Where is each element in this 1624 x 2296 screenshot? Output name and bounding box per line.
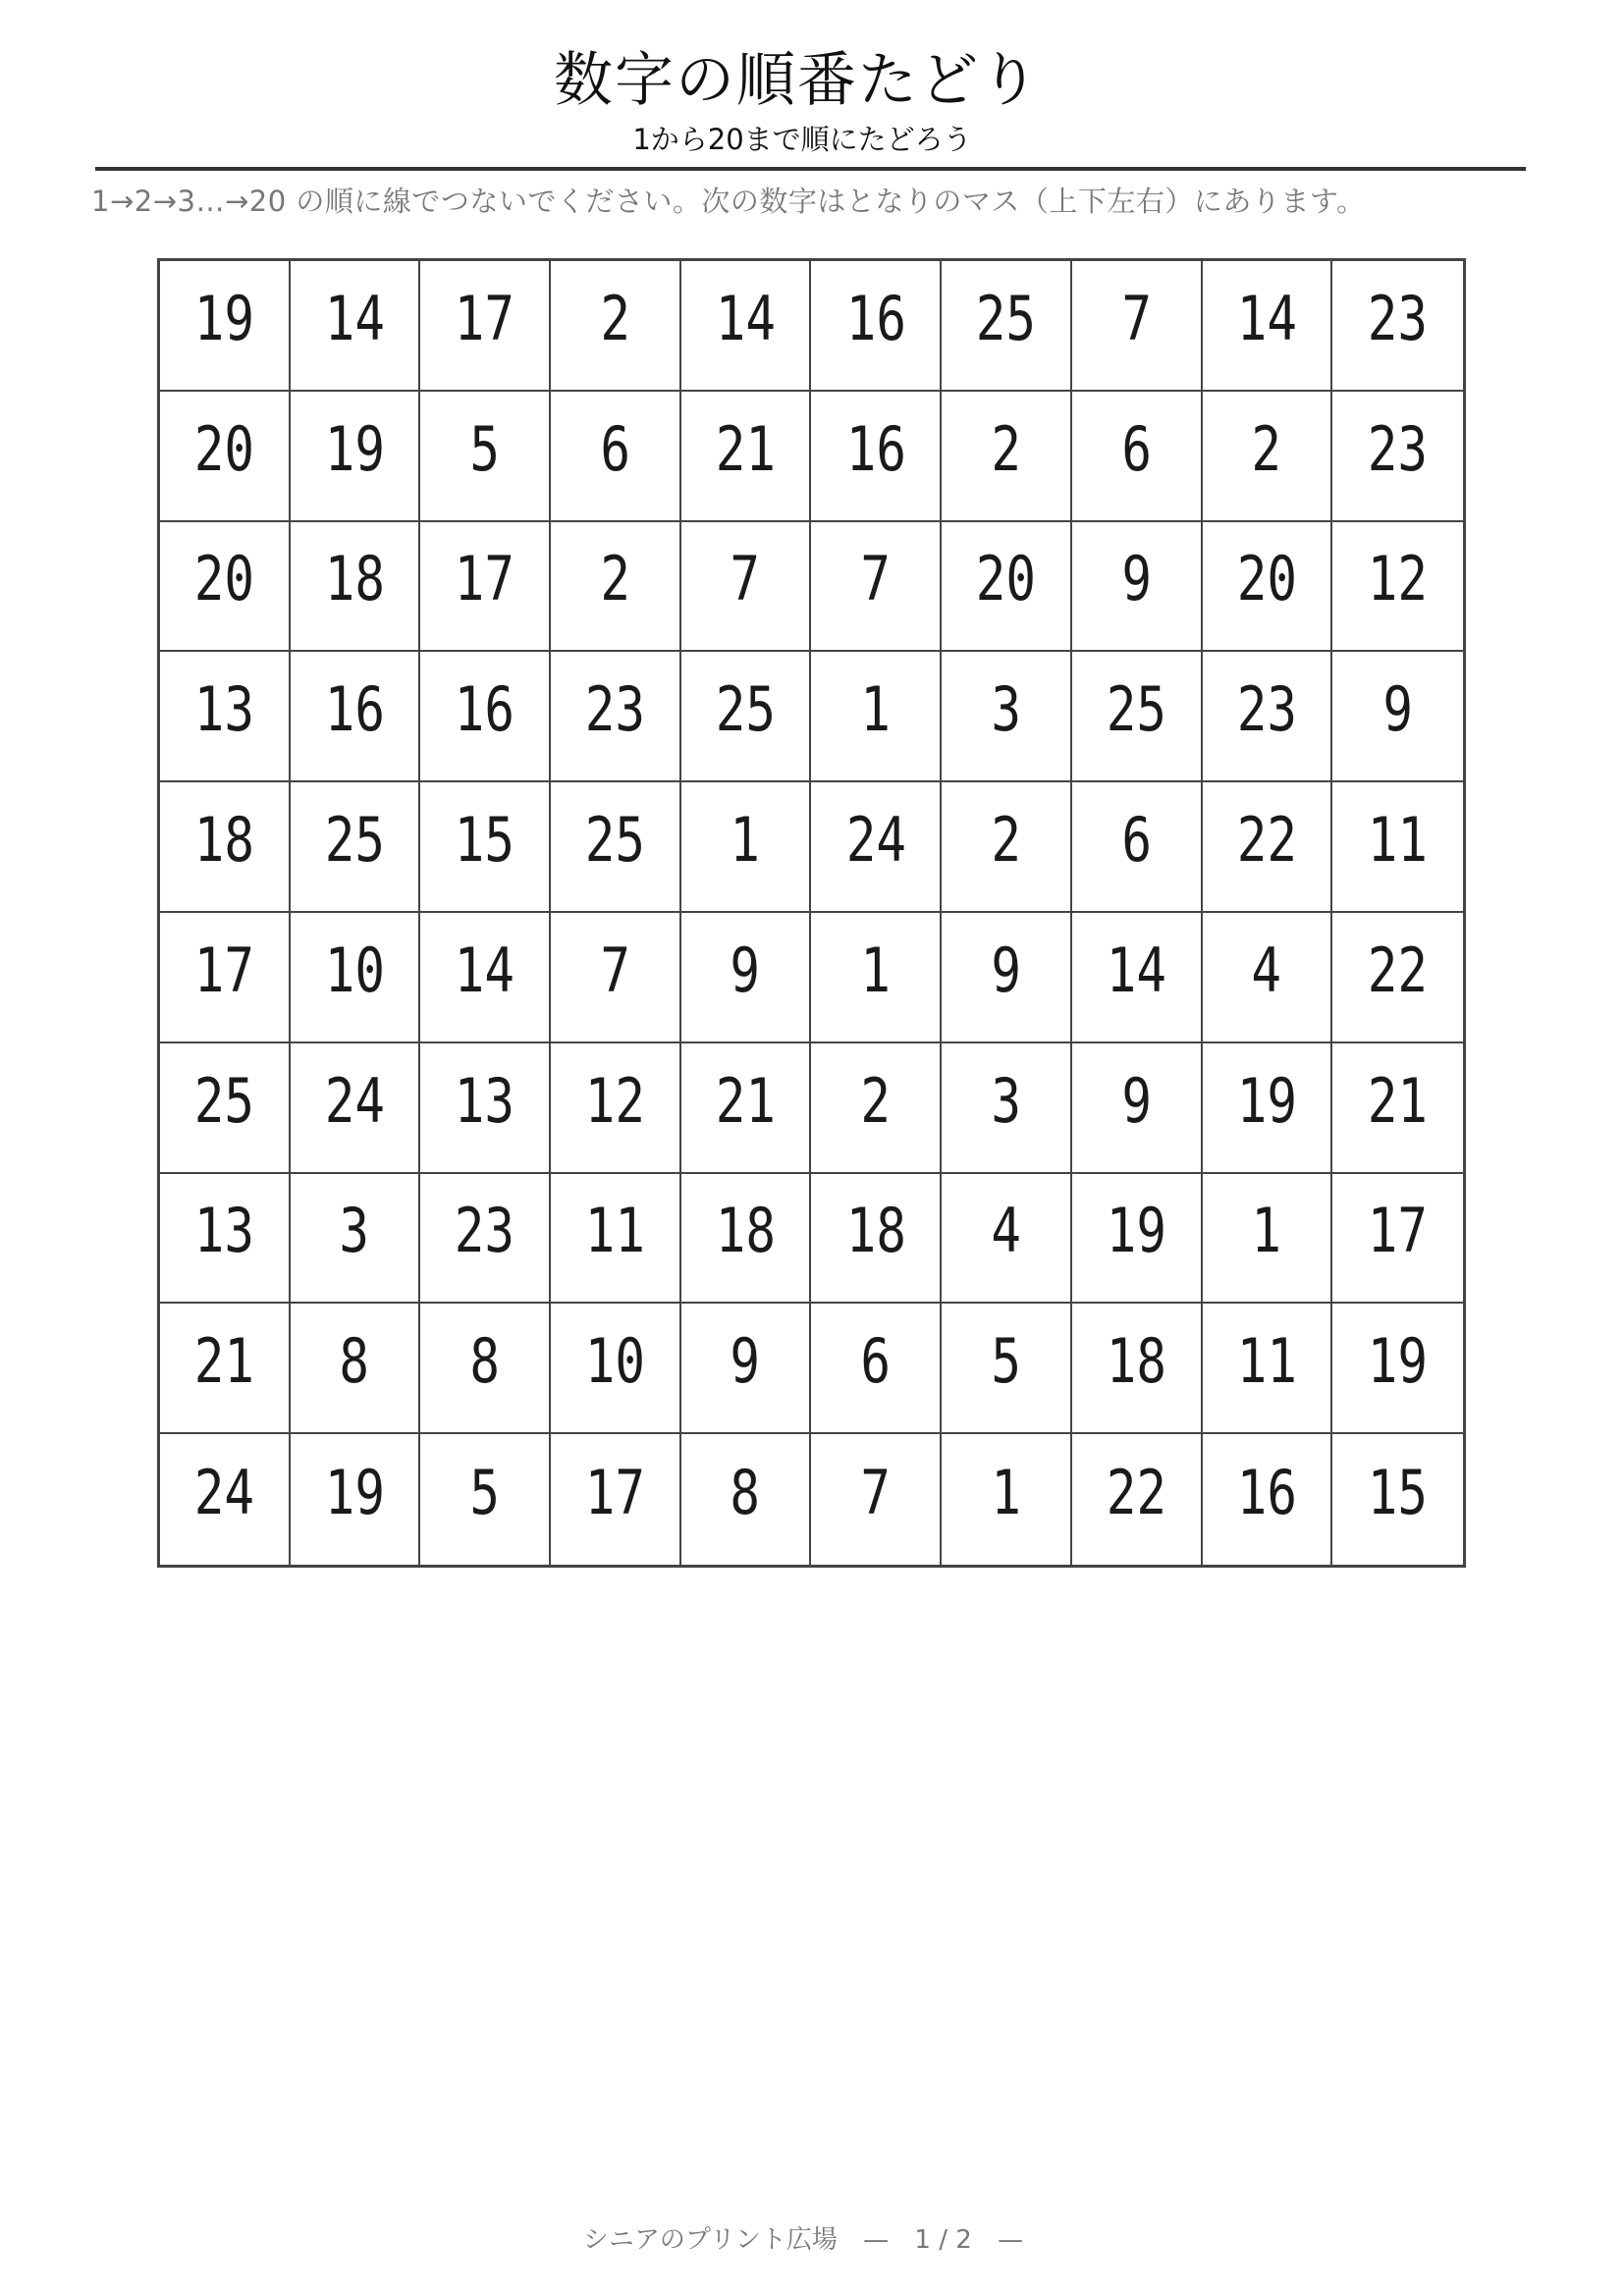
grid-cell[interactable] xyxy=(942,652,1072,782)
grid-cell[interactable] xyxy=(1072,1174,1203,1305)
grid-cell-number: 13 xyxy=(193,673,254,746)
grid-cell[interactable] xyxy=(1072,522,1203,653)
grid-cell-number: 18 xyxy=(845,1195,906,1267)
page-subtitle: 1から20まで順にたどろう xyxy=(632,123,972,156)
grid-cell-number: 12 xyxy=(1368,543,1429,615)
grid-cell-number: 25 xyxy=(715,673,776,746)
grid-cell[interactable] xyxy=(1332,522,1463,653)
grid-cell-number: 17 xyxy=(455,543,515,615)
grid-cell[interactable] xyxy=(811,782,942,913)
grid-cell[interactable] xyxy=(291,1434,421,1565)
grid-cell-number: 16 xyxy=(324,673,385,746)
grid-cell-number: 20 xyxy=(193,412,254,485)
grid-cell[interactable] xyxy=(1332,913,1463,1043)
grid-cell-number: 5 xyxy=(991,1325,1021,1398)
grid-cell-number: 23 xyxy=(584,673,646,746)
grid-cell[interactable] xyxy=(291,913,421,1043)
grid-cell[interactable] xyxy=(1332,261,1463,392)
grid-cell-number: 24 xyxy=(324,1064,385,1137)
grid-cell[interactable] xyxy=(160,652,291,782)
grid-cell[interactable] xyxy=(160,913,291,1043)
grid-cell[interactable] xyxy=(420,782,551,913)
grid-cell-number: 7 xyxy=(860,543,892,615)
grid-cell[interactable] xyxy=(942,1434,1072,1565)
grid-cell-number: 16 xyxy=(845,282,906,354)
grid-cell[interactable] xyxy=(1332,392,1463,522)
grid-cell-number: 7 xyxy=(1120,282,1152,354)
grid-cell[interactable] xyxy=(811,522,942,653)
grid-cell[interactable] xyxy=(1203,392,1333,522)
grid-cell-number: 8 xyxy=(339,1325,370,1398)
grid-cell[interactable] xyxy=(160,392,291,522)
grid-cell-number: 24 xyxy=(193,1457,254,1529)
grid-cell[interactable] xyxy=(811,261,942,392)
grid-cell-number: 14 xyxy=(324,282,385,354)
grid-cell[interactable] xyxy=(1203,913,1333,1043)
grid-cell-number: 1 xyxy=(991,1457,1021,1529)
grid-cell[interactable] xyxy=(291,261,421,392)
grid-cell-number: 21 xyxy=(715,1064,776,1137)
grid-cell[interactable] xyxy=(1072,392,1203,522)
grid-cell[interactable] xyxy=(811,392,942,522)
grid-cell[interactable] xyxy=(420,652,551,782)
grid-cell[interactable] xyxy=(942,1174,1072,1305)
grid-cell[interactable] xyxy=(942,522,1072,653)
grid-cell[interactable] xyxy=(551,392,681,522)
grid-cell[interactable] xyxy=(681,1434,812,1565)
grid-cell[interactable] xyxy=(1072,261,1203,392)
grid-cell-number: 23 xyxy=(1368,412,1429,485)
grid-cell[interactable] xyxy=(942,392,1072,522)
grid-cell[interactable] xyxy=(420,913,551,1043)
grid-cell-number: 22 xyxy=(1236,804,1297,877)
grid-cell[interactable] xyxy=(1332,1304,1463,1434)
grid-cell-number: 17 xyxy=(1368,1195,1429,1267)
grid-cell-number: 14 xyxy=(715,282,776,354)
grid-cell[interactable] xyxy=(291,652,421,782)
grid-cell[interactable] xyxy=(291,1043,421,1174)
grid-cell-number: 7 xyxy=(860,1457,892,1529)
grid-cell[interactable] xyxy=(1332,1434,1463,1565)
grid-cell-number: 21 xyxy=(1368,1064,1429,1137)
grid-cell-number: 25 xyxy=(193,1064,254,1137)
grid-cell[interactable] xyxy=(681,392,812,522)
grid-cell[interactable] xyxy=(681,1043,812,1174)
grid-cell-number: 11 xyxy=(1368,804,1429,877)
grid-cell[interactable] xyxy=(1203,1043,1333,1174)
grid-cell[interactable] xyxy=(1332,782,1463,913)
grid-cell[interactable] xyxy=(1072,1043,1203,1174)
grid-cell-number: 1 xyxy=(1251,1195,1282,1267)
grid-cell[interactable] xyxy=(551,652,681,782)
grid-cell[interactable] xyxy=(160,261,291,392)
grid-cell[interactable] xyxy=(1203,782,1333,913)
grid-cell-number: 6 xyxy=(860,1325,892,1398)
grid-cell[interactable] xyxy=(551,913,681,1043)
grid-cell[interactable] xyxy=(1203,261,1333,392)
grid-cell-number: 13 xyxy=(193,1195,254,1267)
grid-cell-number: 3 xyxy=(991,673,1021,746)
grid-cell[interactable] xyxy=(681,782,812,913)
grid-cell-number: 24 xyxy=(845,804,906,877)
footer-dash-right: — xyxy=(998,2225,1024,2255)
grid-cell-number: 23 xyxy=(455,1195,515,1267)
grid-cell[interactable] xyxy=(1072,1304,1203,1434)
grid-cell[interactable] xyxy=(291,522,421,653)
grid-cell-number: 9 xyxy=(730,934,761,1006)
page-footer xyxy=(0,2220,1624,2260)
grid-cell[interactable] xyxy=(681,652,812,782)
grid-cell-number: 20 xyxy=(1236,543,1297,615)
grid-cell[interactable] xyxy=(160,1174,291,1305)
grid-cell-number: 22 xyxy=(1368,934,1429,1006)
grid-cell-number: 1 xyxy=(860,673,892,746)
grid-cell-number: 18 xyxy=(324,543,385,615)
grid-cell-number: 20 xyxy=(975,543,1037,615)
grid-cell[interactable] xyxy=(1203,1174,1333,1305)
grid-cell-number: 18 xyxy=(1106,1325,1166,1398)
grid-cell[interactable] xyxy=(1332,652,1463,782)
grid-cell[interactable] xyxy=(942,782,1072,913)
grid-cell-number: 8 xyxy=(469,1325,501,1398)
grid-cell[interactable] xyxy=(551,1434,681,1565)
grid-cell[interactable] xyxy=(1203,522,1333,653)
grid-cell[interactable] xyxy=(942,261,1072,392)
page-title: 数字の順番たどり xyxy=(554,46,1041,115)
grid-cell-number: 2 xyxy=(600,543,630,615)
grid-cell[interactable] xyxy=(811,913,942,1043)
grid-cell-number: 3 xyxy=(339,1195,370,1267)
page-number: 1 / 2 xyxy=(914,2225,972,2255)
number-grid xyxy=(157,258,1466,1568)
grid-cell[interactable] xyxy=(942,1304,1072,1434)
grid-cell-number: 1 xyxy=(860,934,892,1006)
grid-cell-number: 2 xyxy=(991,412,1021,485)
grid-cell-number: 18 xyxy=(193,804,254,877)
instruction-text: 1→2→3…→20 の順に線でつないでください。次の数字はとなりのマス（上下左右）にあります。 xyxy=(91,185,1366,218)
grid-cell-number: 5 xyxy=(469,1457,501,1529)
grid-cell[interactable] xyxy=(160,782,291,913)
grid-cell-number: 10 xyxy=(584,1325,646,1398)
grid-cell-number: 17 xyxy=(584,1457,646,1529)
grid-cell[interactable] xyxy=(1332,1174,1463,1305)
grid-cell[interactable] xyxy=(551,1174,681,1305)
grid-cell-number: 19 xyxy=(1236,1064,1297,1137)
grid-cell[interactable] xyxy=(1332,1043,1463,1174)
grid-cell[interactable] xyxy=(1072,652,1203,782)
grid-cell-number: 9 xyxy=(1120,1064,1152,1137)
grid-cell-number: 25 xyxy=(324,804,385,877)
grid-cell-number: 22 xyxy=(1106,1457,1166,1529)
grid-cell-number: 16 xyxy=(455,673,515,746)
grid-cell-number: 9 xyxy=(991,934,1021,1006)
grid-cell[interactable] xyxy=(160,522,291,653)
grid-cell-number: 5 xyxy=(469,412,501,485)
grid-cell[interactable] xyxy=(420,522,551,653)
grid-cell-number: 12 xyxy=(584,1064,646,1137)
grid-cell-number: 10 xyxy=(324,934,385,1006)
grid-cell[interactable] xyxy=(420,261,551,392)
grid-cell[interactable] xyxy=(551,782,681,913)
grid-cell[interactable] xyxy=(551,1043,681,1174)
grid-cell[interactable] xyxy=(420,1304,551,1434)
footer-dash-left: — xyxy=(863,2225,890,2255)
grid-cell[interactable] xyxy=(291,392,421,522)
grid-cell-number: 21 xyxy=(193,1325,254,1398)
grid-cell-number: 23 xyxy=(1368,282,1429,354)
grid-cell[interactable] xyxy=(551,261,681,392)
grid-cell-number: 15 xyxy=(1368,1457,1429,1529)
grid-cell-number: 23 xyxy=(1236,673,1297,746)
grid-cell[interactable] xyxy=(1072,782,1203,913)
grid-cell-number: 14 xyxy=(1236,282,1297,354)
grid-cell-number: 19 xyxy=(324,412,385,485)
grid-cell[interactable] xyxy=(420,1043,551,1174)
grid-cell-number: 19 xyxy=(1106,1195,1166,1267)
grid-cell[interactable] xyxy=(681,1174,812,1305)
grid-cell-number: 11 xyxy=(584,1195,646,1267)
grid-cell[interactable] xyxy=(681,261,812,392)
grid-cell[interactable] xyxy=(291,1174,421,1305)
grid-cell-number: 9 xyxy=(730,1325,761,1398)
grid-cell-number: 16 xyxy=(845,412,906,485)
grid-cell[interactable] xyxy=(291,1304,421,1434)
footer-site-name: シニアのプリント広場 xyxy=(582,2225,838,2255)
grid-cell-number: 6 xyxy=(600,412,630,485)
grid-cell-number: 6 xyxy=(1120,412,1152,485)
grid-cell-number: 7 xyxy=(600,934,630,1006)
grid-cell[interactable] xyxy=(1203,1304,1333,1434)
grid-cell[interactable] xyxy=(942,1043,1072,1174)
grid-cell-number: 2 xyxy=(600,282,630,354)
grid-cell-number: 17 xyxy=(455,282,515,354)
grid-cell-number: 2 xyxy=(1251,412,1282,485)
grid-cell[interactable] xyxy=(811,652,942,782)
grid-cell-number: 9 xyxy=(1382,673,1413,746)
grid-cell-number: 9 xyxy=(1120,543,1152,615)
grid-cell[interactable] xyxy=(681,1304,812,1434)
grid-cell-number: 6 xyxy=(1120,804,1152,877)
grid-cell-number: 14 xyxy=(1106,934,1166,1006)
grid-cell-number: 13 xyxy=(455,1064,515,1137)
grid-cell-number: 19 xyxy=(1368,1325,1429,1398)
grid-cell-number: 14 xyxy=(455,934,515,1006)
grid-cell[interactable] xyxy=(551,1304,681,1434)
grid-cell-number: 21 xyxy=(715,412,776,485)
grid-cell-number: 2 xyxy=(860,1064,892,1137)
grid-cell[interactable] xyxy=(811,1434,942,1565)
grid-cell[interactable] xyxy=(420,1434,551,1565)
grid-cell-number: 25 xyxy=(584,804,646,877)
grid-cell[interactable] xyxy=(681,913,812,1043)
grid-cell-number: 20 xyxy=(193,543,254,615)
grid-cell[interactable] xyxy=(811,1043,942,1174)
grid-cell[interactable] xyxy=(942,913,1072,1043)
grid-cell[interactable] xyxy=(1203,1434,1333,1565)
grid-cell-number: 16 xyxy=(1236,1457,1297,1529)
grid-cell-number: 4 xyxy=(991,1195,1021,1267)
grid-cell[interactable] xyxy=(1072,1434,1203,1565)
grid-cell-number: 1 xyxy=(730,804,761,877)
grid-cell-number: 8 xyxy=(730,1457,761,1529)
grid-cell-number: 4 xyxy=(1251,934,1282,1006)
grid-cell-number: 7 xyxy=(730,543,761,615)
grid-cell[interactable] xyxy=(551,522,681,653)
grid-cell[interactable] xyxy=(811,1174,942,1305)
grid-cell[interactable] xyxy=(420,1174,551,1305)
grid-cell[interactable] xyxy=(1203,652,1333,782)
grid-cell[interactable] xyxy=(160,1043,291,1174)
grid-cell[interactable] xyxy=(160,1434,291,1565)
grid-cell[interactable] xyxy=(420,392,551,522)
grid-cell-number: 18 xyxy=(715,1195,776,1267)
grid-cell-number: 17 xyxy=(193,934,254,1006)
grid-cell-number: 25 xyxy=(975,282,1037,354)
grid-cell[interactable] xyxy=(681,522,812,653)
grid-cell-number: 3 xyxy=(991,1064,1021,1137)
header-divider xyxy=(95,167,1526,171)
grid-cell-number: 11 xyxy=(1236,1325,1297,1398)
grid-cell-number: 15 xyxy=(455,804,515,877)
grid-cell-number: 25 xyxy=(1106,673,1166,746)
grid-cell[interactable] xyxy=(811,1304,942,1434)
grid-cell[interactable] xyxy=(1072,913,1203,1043)
grid-cell[interactable] xyxy=(291,782,421,913)
grid-cell-number: 19 xyxy=(324,1457,385,1529)
grid-cell-number: 19 xyxy=(193,282,254,354)
grid-cell-number: 2 xyxy=(991,804,1021,877)
grid-cell[interactable] xyxy=(160,1304,291,1434)
